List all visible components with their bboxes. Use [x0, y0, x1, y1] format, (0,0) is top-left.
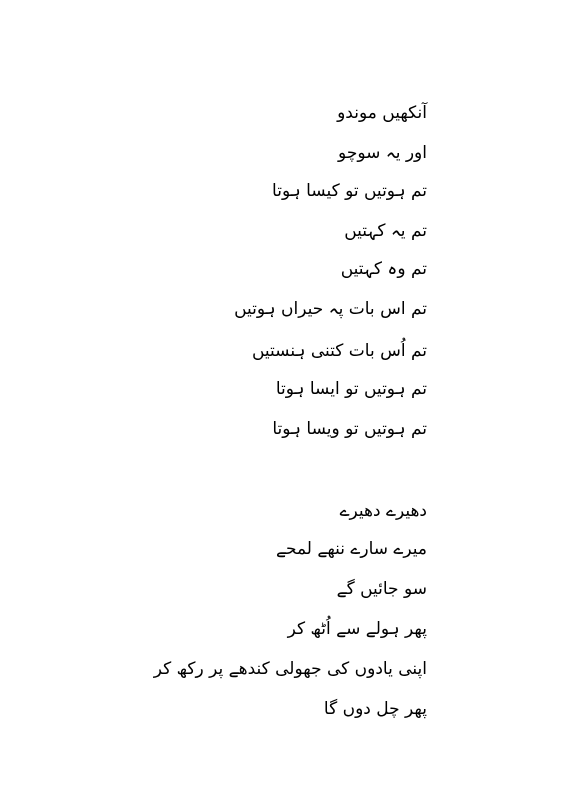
poem-line: تم یہ کہتیں	[344, 221, 427, 241]
poem-line: تم اس بات پہ حیراں ہوتیں	[234, 299, 427, 319]
poem-line: پھر ہولے سے اُٹھ کر	[287, 619, 427, 639]
poem-line: تم وہ کہتیں	[340, 259, 427, 279]
poem-line: سو جائیں گے	[336, 579, 427, 599]
poem-line: تم ہوتیں تو ایسا ہوتا	[275, 379, 427, 399]
poem-line: تم ہوتیں تو کیسا ہوتا	[272, 181, 427, 201]
poem-line: تم ہوتیں تو ویسا ہوتا	[272, 419, 427, 439]
poem-line: میرے سارے ننھے لمحے	[276, 539, 427, 559]
poem-line: آنکھیں موندو	[337, 103, 427, 123]
poem-line: اپنی یادوں کی جھولی کندھے پر رکھ کر	[153, 659, 427, 679]
poem-line: اور یہ سوچو	[338, 143, 427, 163]
poem-line: دھیرے دھیرے	[339, 501, 427, 521]
poem-line: تم اُس بات کتنی ہنستیں	[251, 341, 427, 361]
poem-line: پھر چل دوں گا	[323, 699, 427, 719]
